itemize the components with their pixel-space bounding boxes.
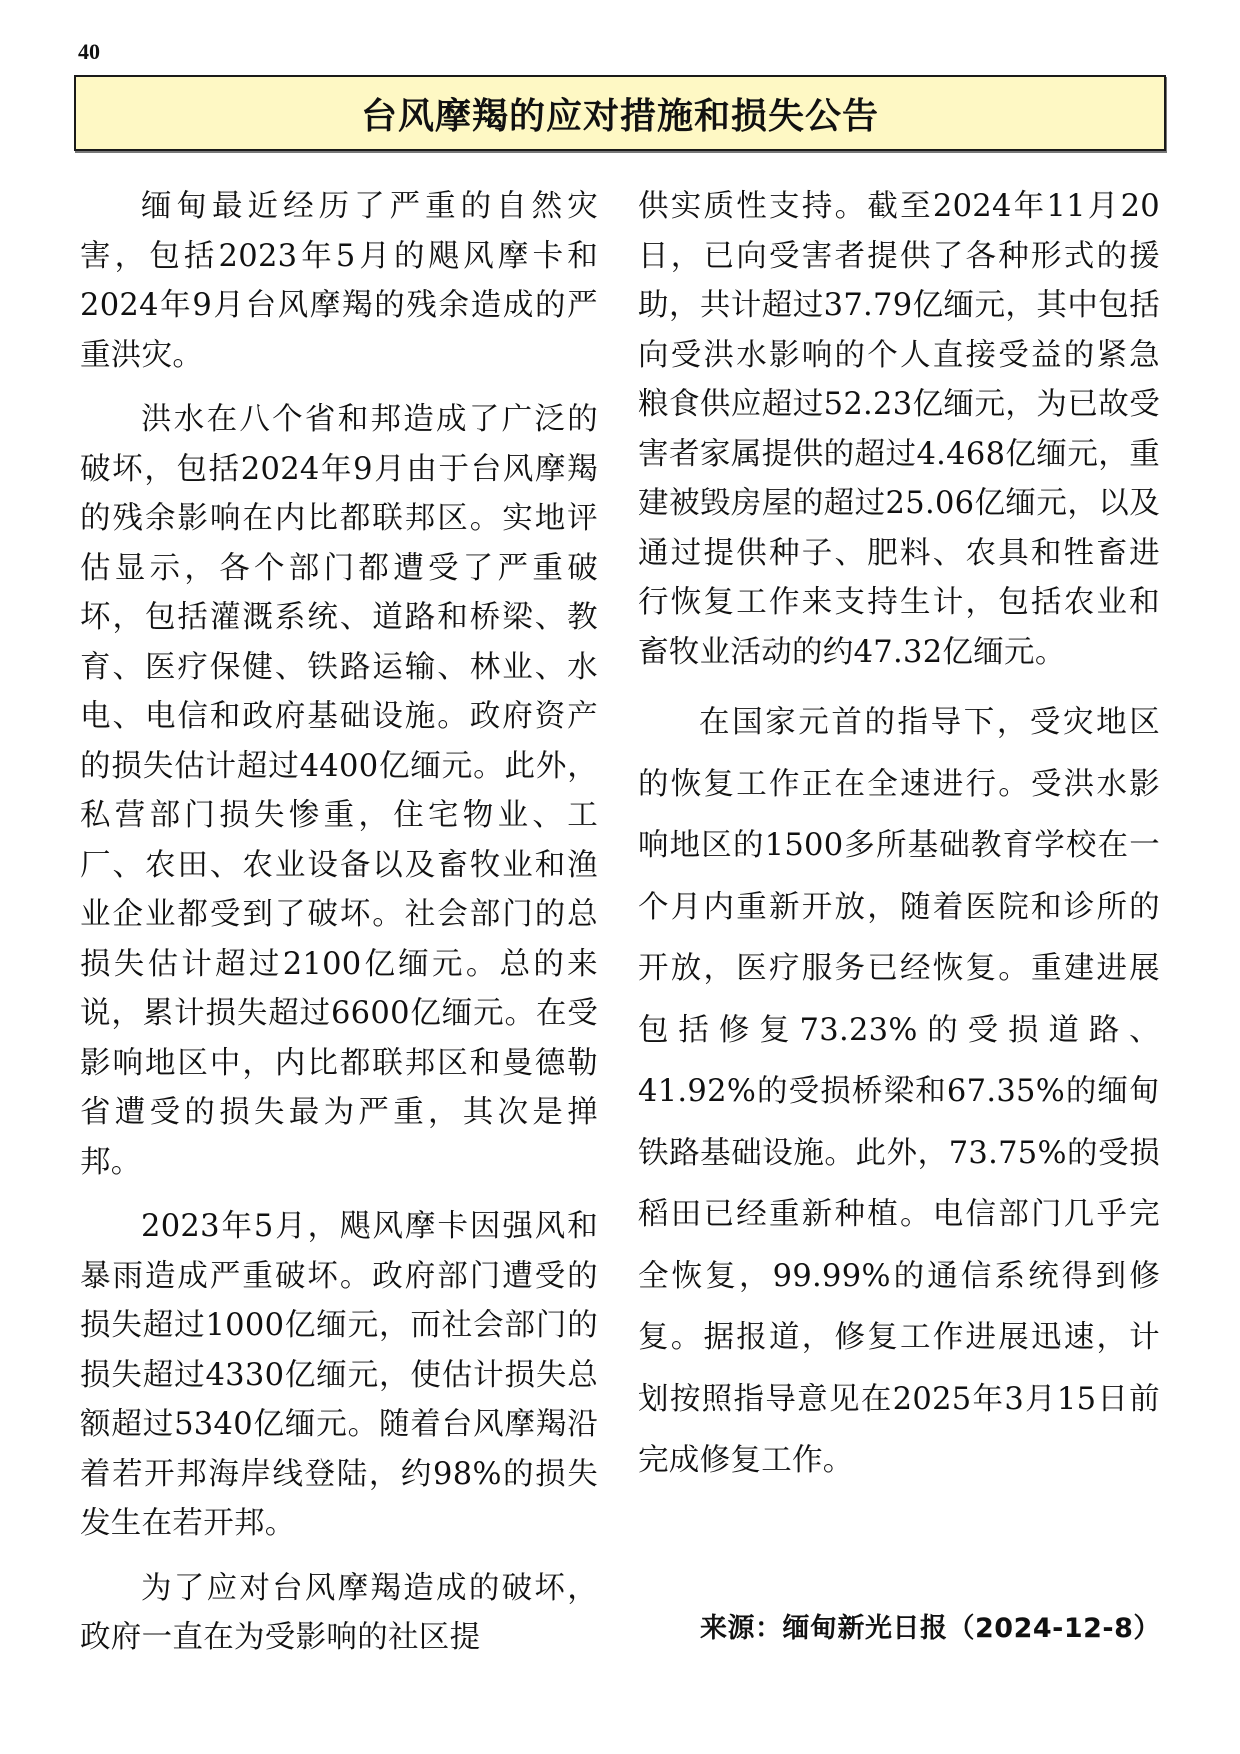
paragraph-recovery-progress: 在国家元首的指导下，受灾地区的恢复工作正在全速进行。受洪水影响地区的1500多所基础教育学校在一个月内重新开放，随着医院和诊所的开放，医疗服务已经恢复。重建进展包括修复73.23%的受损道路、41.92%的受损桥梁和67.35%的缅甸铁路基础设施。此外，73.75%的受损稻田已经重新种植。电信部门几乎完全恢复，99.99%的通信系统得到修复。据报道，修复工作进展迅速，计划按照指导意见在2025年3月15日前完成修复工作。: [638, 705, 1160, 1478]
article-title: 台风摩羯的应对措施和损失公告: [360, 95, 879, 137]
paragraph-flood-damage: 洪水在八个省和邦造成了广泛的破坏，包括2024年9月由于台风摩羯的残余影响在内比都联邦区。实地评估显示，各个部门都遭受了严重破坏，包括灌溉系统、道路和桥梁、教育、医疗保健、铁路运输、林业、水电、电信和政府基础设施。政府资产的损失估计超过4400亿缅元。此外，私营部门损失惨重，住宅物业、工厂、农田、农业设备以及畜牧业和渔业企业都受到了破坏。社会部门的总损失估计超过2100亿缅元。总的来说，累计损失超过6600亿缅元。在受影响地区中，内比都联邦区和曼德勒省遭受的损失最为严重，其次是掸邦。: [80, 402, 598, 1180]
paragraph-cyclone-mocha: 2023年5月，飓风摩卡因强风和暴雨造成严重破坏。政府部门遭受的损失超过1000亿缅元，而社会部门的损失超过4330亿缅元，使估计损失总额超过5340亿缅元。随着台风摩羯沿着若开邦海岸线登陆，约98%的损失发生在若开邦。: [80, 1209, 598, 1541]
left-column: [80, 182, 598, 1663]
page-number: 40: [78, 39, 100, 64]
paragraph-intro: 缅甸最近经历了严重的自然灾害，包括2023年5月的飓风摩卡和2024年9月台风摩羯的残余造成的严重洪灾。: [80, 189, 598, 373]
paragraph-government-response: 为了应对台风摩羯造成的破坏，政府一直在为受影响的社区提: [80, 1570, 598, 1655]
paragraph-aid-provided: 供实质性支持。截至2024年11月20日，已向受害者提供了各种形式的援助，共计超过37.79亿缅元，其中包括向受洪水影响的个人直接受益的紧急粮食供应超过52.23亿缅元，为已故受害者家属提供的超过4.468亿缅元，重建被毁房屋的超过25.06亿缅元，以及通过提供种子、肥料、农具和牲畜进行恢复工作来支持生计，包括农业和畜牧业活动的约47.32亿缅元。: [638, 189, 1160, 670]
right-column: [638, 182, 1160, 1492]
title-banner: [74, 75, 1166, 151]
source-citation: 来源：缅甸新光日报（2024-12-8）: [700, 1613, 1161, 1644]
